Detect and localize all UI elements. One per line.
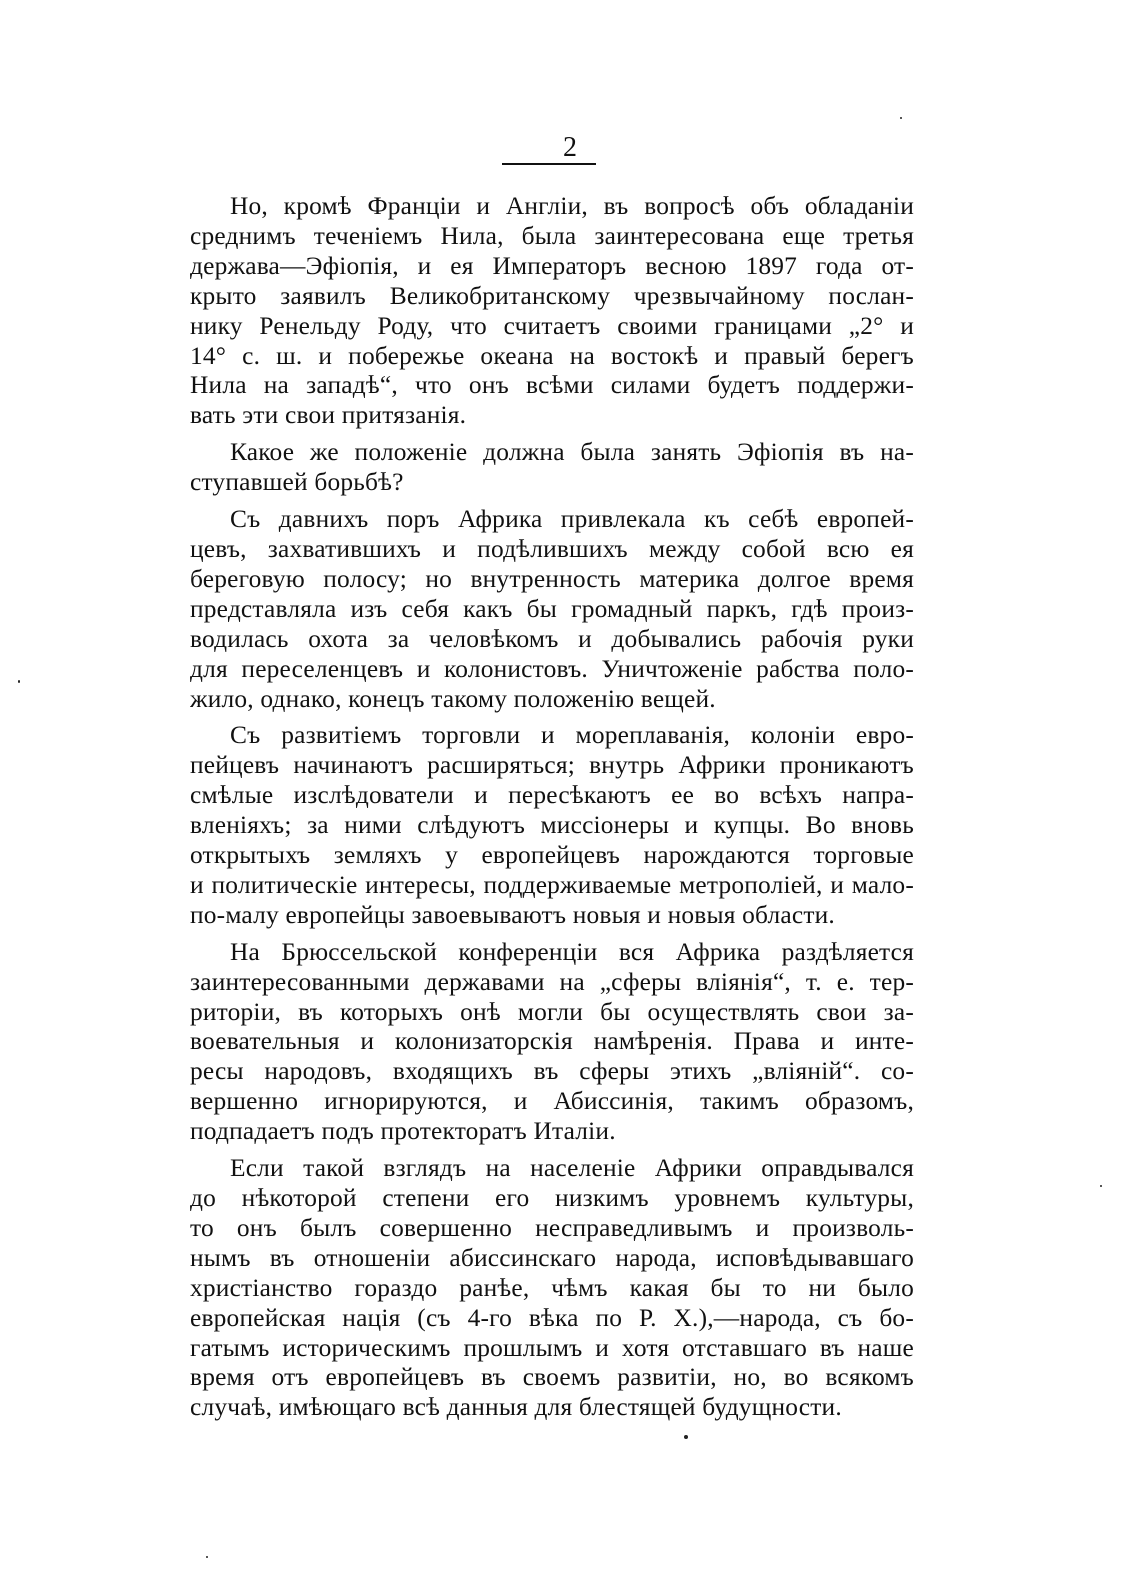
text-line: открытыхъ земляхъ у европейцевъ нарождаются торговые: [190, 841, 914, 870]
text-line: нымъ въ отношеніи абиссинскаго народа, исповѣдывавшаго: [190, 1243, 914, 1272]
text-line: представляла изъ себя какъ бы громадный паркъ, гдѣ произ-: [190, 594, 914, 623]
print-speck: [900, 117, 902, 119]
text-line: гатымъ историческимъ прошлымъ и хотя отставшаго въ наше: [190, 1333, 914, 1362]
text-line: по-малу европейцы завоевываютъ новыя и новыя области.: [190, 900, 835, 929]
text-line: заинтересованными державами на „сферы вліянія“, т. е. тер-: [190, 967, 914, 996]
text-line: случаѣ, имѣющаго всѣ данныя для блестящей будущности.: [190, 1393, 842, 1422]
print-speck: [1100, 1185, 1102, 1187]
text-line: пейцевъ начинаютъ расширяться; внутрь Африки проникаютъ: [190, 751, 914, 780]
text-line: Съ развитіемъ торговли и мореплаванія, колоніи евро-: [230, 721, 914, 750]
text-line: вленіяхъ; за ними слѣдуютъ миссіонеры и купцы. Во вновь: [190, 811, 914, 840]
text-line: Но, кромѣ Франціи и Англіи, въ вопросѣ объ обладаніи: [230, 192, 914, 220]
text-line: риторіи, въ которыхъ онѣ могли бы осуществлять свои за-: [190, 997, 914, 1026]
text-line: водилась охота за человѣкомъ и добывались рабочія руки: [190, 624, 914, 653]
paragraph-2: [190, 438, 914, 498]
text-line: 14° с. ш. и побережье океана на востокѣ и правый берегъ: [190, 341, 914, 370]
text-line: цевъ, захватившихъ и подѣлившихъ между собой всю ея: [190, 534, 914, 563]
text-line: вершенно игнорируются, и Абиссинія, такимъ образомъ,: [190, 1087, 914, 1116]
text-line: ресы народовъ, входящихъ въ сферы этихъ „вліяній“. со-: [190, 1057, 914, 1086]
text-line: Нила на западѣ“, что онъ всѣми силами будетъ поддержи-: [190, 371, 914, 400]
text-line: вать эти свои притязанія.: [190, 401, 467, 430]
text-line: воевательныя и колонизаторскія намѣренія. Права и инте-: [190, 1027, 914, 1056]
text-line: то онъ былъ совершенно несправедливымъ и произволь-: [190, 1213, 914, 1242]
text-line: нику Ренельду Роду, что считаетъ своими границами „2° и: [190, 311, 914, 340]
text-line: Съ давнихъ поръ Африка привлекала къ себѣ европей-: [230, 505, 914, 534]
page-number: 2: [563, 132, 577, 163]
page-text: [190, 192, 914, 1430]
print-speck: [18, 680, 20, 683]
text-line: крыто заявилъ Великобританскому чрезвычайному послан-: [190, 281, 914, 310]
page-number-rule: [502, 163, 596, 165]
print-speck: [206, 1556, 208, 1558]
text-line: и политическіе интересы, поддерживаемые метрополіей, и мало-: [190, 870, 914, 899]
paragraph-1: [190, 192, 914, 431]
text-line: время отъ европейцевъ въ своемъ развитіи, но, во всякомъ: [190, 1363, 914, 1392]
text-line: ступавшей борьбѣ?: [190, 468, 404, 497]
paragraph-5: [190, 938, 914, 1147]
text-line: На Брюссельской конференціи вся Африка раздѣляется: [230, 937, 914, 966]
text-line: береговую полосу; но внутренность материка долгое время: [190, 564, 914, 593]
paragraph-6: [190, 1154, 914, 1423]
print-speck: [684, 1435, 688, 1439]
text-line: среднимъ теченіемъ Нила, была заинтересована еще третья: [190, 221, 914, 250]
paragraph-4: [190, 721, 914, 930]
text-line: Какое же положеніе должна была занять Эфіопія въ на-: [230, 438, 914, 467]
text-line: до нѣкоторой степени его низкимъ уровнемъ культуры,: [190, 1184, 914, 1212]
text-line: смѣлые изслѣдователи и пересѣкаютъ ее во всѣхъ напра-: [190, 781, 914, 810]
paragraph-3: [190, 505, 914, 714]
text-line: христіанство гораздо ранѣе, чѣмъ какая бы то ни было: [190, 1273, 914, 1302]
text-line: Если такой взглядъ на населеніе Африки оправдывался: [230, 1154, 914, 1183]
text-line: жило, однако, конецъ такому положенію вещей.: [190, 684, 716, 713]
text-line: для переселенцевъ и колонистовъ. Уничтоженіе рабства поло-: [190, 654, 914, 683]
text-line: европейская нація (съ 4-го вѣка по Р. Х.),—народа, съ бо-: [190, 1303, 914, 1332]
text-line: подпадаетъ подъ протекторатъ Италіи.: [190, 1117, 616, 1146]
text-line: держава—Эфіопія, и ея Императоръ весною 1897 года от-: [190, 251, 914, 280]
